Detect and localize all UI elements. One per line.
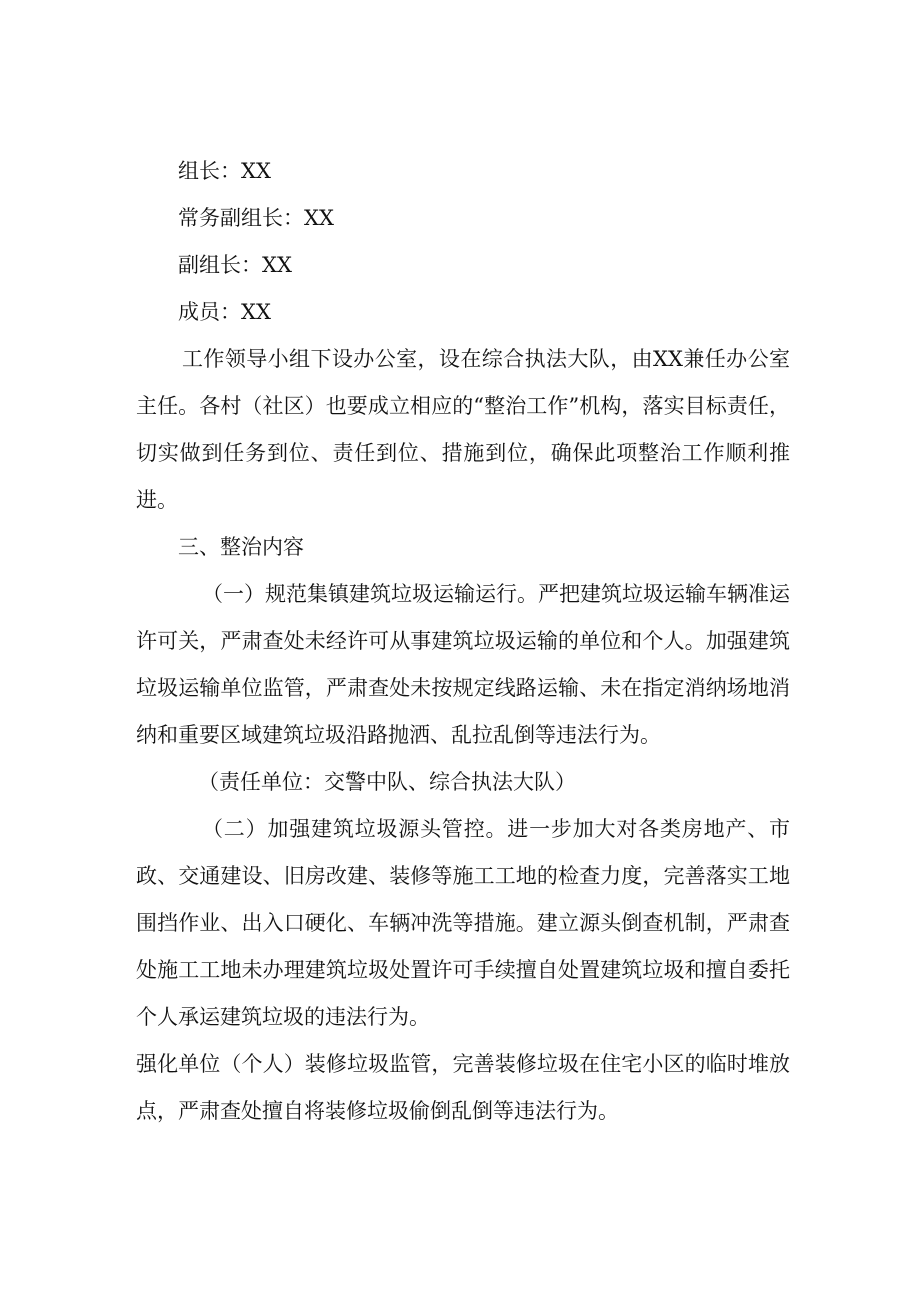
item-two-paragraph: （二）加强建筑垃圾源头管控。进一步加大对各类房地产、市政、交通建设、旧房改建、装修等施工工地的检查力度，完善落实工地围挡作业、出入口硬化、车辆冲洗等措施。建立源头倒查机制，严肃查处施工工地未办理建筑垃圾处置许可手续擅自处置建筑垃圾和擅自委托个人承运建筑垃圾的违法行为。 [136, 817, 790, 1029]
section-heading: 三、整治内容 [178, 535, 304, 559]
member-line-deputy: 副组长：XX [178, 253, 292, 277]
member-line-members: 成员：XX [178, 300, 271, 324]
item-one-responsible: （责任单位：交警中队、综合执法大队） [198, 770, 576, 794]
document-body [136, 148, 790, 1135]
item-three-paragraph: 强化单位（个人）装修垃圾监管，完善装修垃圾在住宅小区的临时堆放点，严肃查处擅自将装修垃圾偷倒乱倒等违法行为。 [136, 1052, 790, 1123]
item-one-paragraph: （一）规范集镇建筑垃圾运输运行。严把建筑垃圾运输车辆准运许可关，严肃查处未经许可从事建筑垃圾运输的单位和个人。加强建筑垃圾运输单位监管，严肃查处未按规定线路运输、未在指定消纳场地消纳和重要区域建筑垃圾沿路抛洒、乱拉乱倒等违法行为。 [136, 582, 790, 747]
member-line-leader: 组长：XX [178, 159, 271, 183]
office-paragraph: 工作领导小组下设办公室，设在综合执法大队，由XX兼任办公室主任。各村（社区）也要成立相应的“整治工作”机构，落实目标责任，切实做到任务到位、责任到位、措施到位，确保此项整治工作顺利推进。 [136, 347, 790, 512]
member-line-executive-deputy: 常务副组长：XX [178, 206, 334, 230]
